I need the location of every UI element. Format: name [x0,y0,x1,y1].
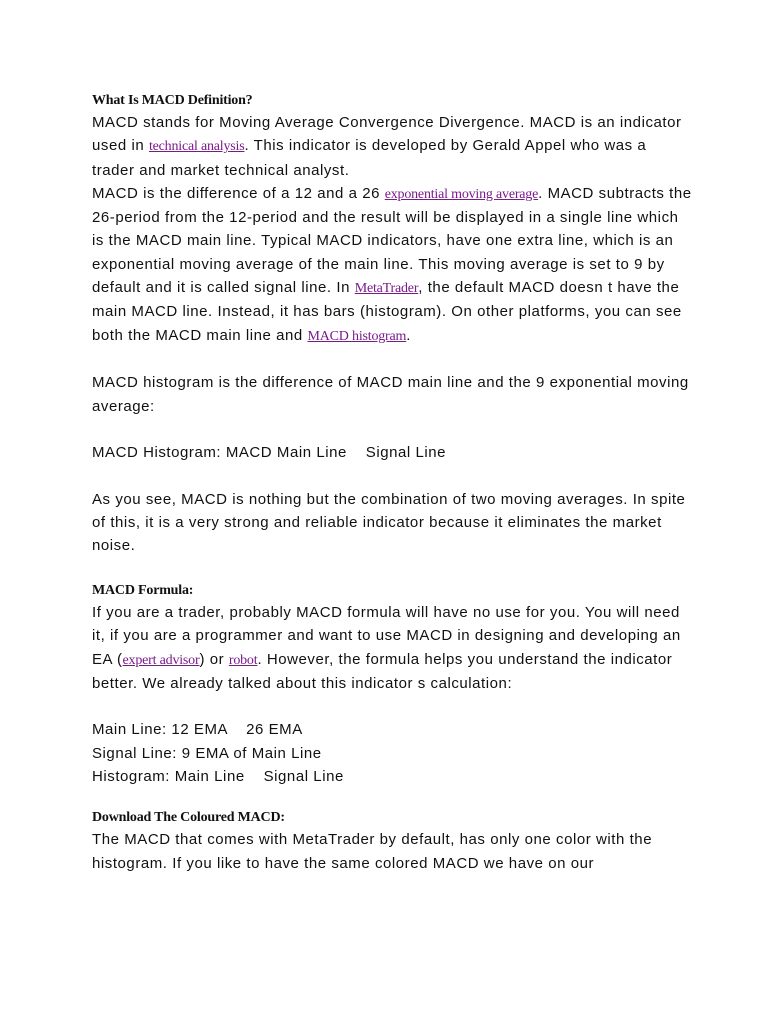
text: . [406,326,411,344]
paragraph-coloured-macd: The MACD that comes with MetaTrader by default, has only one color with the histogram. If you like to have the same colored MACD we have on our [92,831,653,872]
paragraph-formula-intro [92,601,692,695]
text: ) or [199,650,229,668]
formula-histogram: Histogram: Main Line Signal Line [92,768,344,786]
paragraph-histogram-definition: MACD histogram is the difference of MACD main line and the 9 exponential moving average: [92,374,689,415]
spacer [92,464,692,487]
formula-signal-line: Signal Line: 9 EMA of Main Line [92,744,322,762]
heading-download-coloured-macd: Download The Coloured MACD: [92,810,285,826]
text: . MACD subtracts the 26-period from the 12-period and the result will be displayed in a single line which is the MACD main line. Typical MACD indicators, have one extra line, which is an exponential moving average of the main line. This moving average is set to 9 by default and it is called signal line. In [92,184,692,297]
text: MACD stands for Moving Average Convergence Divergence. MACD is an indicator used in [92,114,682,155]
text: If you are a trader, probably MACD formula will have no use for you. You will need it, if you are a programmer and want to use MACD in designing and developing an EA ( [92,603,681,668]
paragraph-macd-intro [92,111,692,182]
text: , the default MACD doesn t have the main MACD line. Instead, it has bars (histogram). On other platforms, you can see both the MACD main line and [92,279,682,344]
spacer [92,348,692,371]
link-expert-advisor[interactable]: expert advisor [122,652,200,668]
link-macd-histogram[interactable]: MACD histogram [307,328,407,344]
text: . However, the formula helps you understand the indicator better. We already talked about this indicator s calculation: [92,650,673,692]
heading-macd-definition: What Is MACD Definition? [92,93,253,108]
text: . This indicator is developed by Gerald Appel who was a trader and market technical analyst. [92,137,647,179]
link-exponential-moving-average[interactable]: exponential moving average [384,186,539,202]
formula-main-line: Main Line: 12 EMA 26 EMA [92,721,303,739]
paragraph-macd-difference [92,182,692,348]
heading-macd-formula: MACD Formula: [92,582,194,598]
document-content [92,91,692,875]
paragraph-macd-combination: As you see, MACD is nothing but the combination of two moving averages. In spite of this, it is a very strong and reliable indicator because it eliminates the market noise. [92,490,686,555]
spacer [92,788,692,808]
link-metatrader[interactable]: MetaTrader [354,281,419,297]
text: MACD is the difference of a 12 and a 26 [92,184,385,202]
spacer [92,418,692,441]
link-robot[interactable]: robot [228,652,258,668]
link-technical-analysis[interactable]: technical analysis [148,139,245,155]
spacer [92,695,692,718]
paragraph-histogram-formula: MACD Histogram: MACD Main Line Signal Line [92,444,447,462]
spacer [92,558,692,581]
